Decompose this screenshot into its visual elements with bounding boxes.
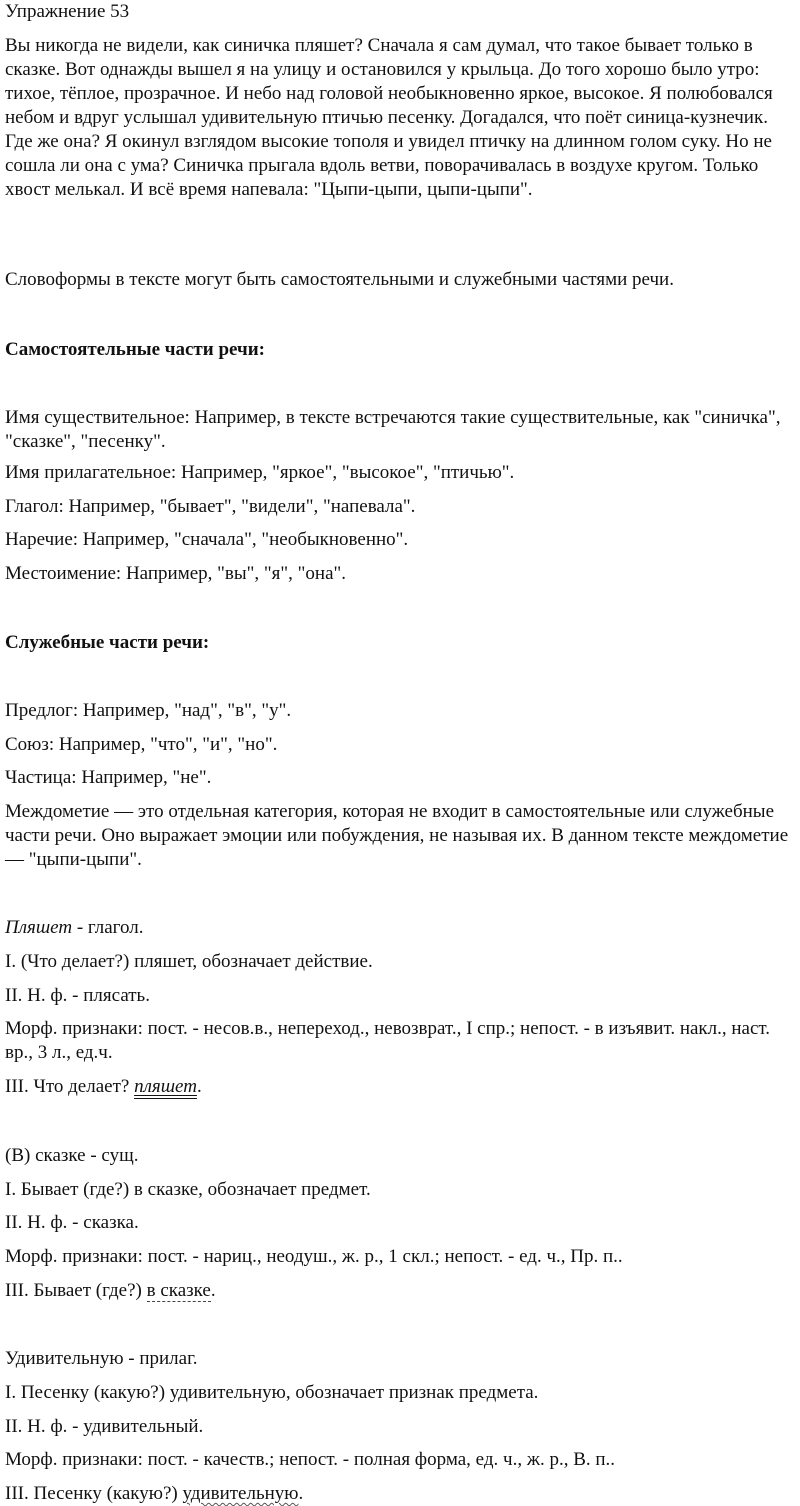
parse2-l4-word: в сказке [146,1280,211,1301]
service-item: Союз: Например, "что", "и", "но". [5,734,278,755]
parse3-l4-pre: III. Песенку (какую?) [5,1483,183,1504]
independent-item: Имя прилагательное: Например, "яркое", "высокое", "птичью". [5,462,515,483]
service-heading: Служебные части речи: [5,632,210,653]
parse2-line: Морф. признаки: пост. - нариц., неодуш., ж. р., 1 скл.; непост. - ед. ч., Пр. п.. [5,1246,623,1267]
independent-item: Местоимение: Например, "вы", "я", "она". [5,563,347,584]
independent-item: Наречие: Например, "сначала", "необыкновенно". [5,529,409,550]
independent-item: Имя существительное: Например, в тексте встречаются такие существительные, как "синичка", "сказке", "песенку". [5,407,781,452]
parse1-line: I. (Что делает?) пляшет, обозначает действие. [5,951,373,972]
parse1-head-rest: - глагол. [72,917,144,938]
parse3-line [5,1482,796,1506]
service-item: Предлог: Например, "над", "в", "у". [5,700,292,721]
parse2-line: II. Н. ф. - сказка. [5,1212,139,1233]
parse3-l4-word: удивительную [182,1483,299,1504]
parse1-line: II. Н. ф. - плясать. [5,985,150,1006]
parse1-word: Пляшет [5,917,73,938]
parse1-heading [5,916,796,940]
parse1-l4-word: пляшет [134,1076,197,1097]
parse1-l4-pre: III. Что делает? [5,1076,135,1097]
exercise-title: Упражнение 53 [5,1,130,22]
parse2-heading: (В) сказке - сущ. [5,1145,139,1166]
intro-text: Словоформы в тексте могут быть самостоятельными и служебными частями речи. [5,269,674,290]
independent-item: Глагол: Например, "бывает", "видели", "напевала". [5,496,416,517]
parse3-line: I. Песенку (какую?) удивительную, обозначает признак предмета. [5,1382,539,1403]
exercise-text: Вы никогда не видели, как синичка пляшет? Сначала я сам думал, что такое бывает только в сказке. Вот однажды вышел я на улицу и остановился у крыльца. До того хорошо было утро: тихое, тёплое, прозрачное. И небо над головой необыкновенно яркое, высокое. Я полюбовался небом и вдруг услышал удивительную птичью песенку. Догадался, что поёт синица-кузнечик. Где же она? Я окинул взглядом высокие тополя и увидел птичку на длинном голом суку. Но не сошла ли она с ума? Синичка прыгала вдоль ветви, поворачивалась в воздухе кругом. Только хвост мелькал. И всё время напевала: "Цыпи-цыпи, цыпи-цыпи". [5,35,773,200]
parse3-line: Морф. признаки: пост. - качеств.; непост. - полная форма, ед. ч., ж. р., В. п.. [5,1449,616,1470]
parse2-l4-post: . [210,1280,216,1301]
parse1-line [5,1075,796,1099]
parse1-line: Морф. признаки: пост. - несов.в., непереход., невозврат., I спр.; непост. - в изъявит. накл., наст. вр., 3 л., ед.ч. [5,1018,771,1063]
parse1-l4-post: . [196,1076,202,1097]
parse3-heading: Удивительную - прилаг. [5,1348,198,1369]
parse2-l4-pre: III. Бывает (где?) [5,1280,147,1301]
service-item: Частица: Например, "не". [5,767,212,788]
independent-heading: Самостоятельные части речи: [5,339,265,360]
parse3-l4-post: . [298,1483,304,1504]
service-item: Междометие — это отдельная категория, которая не входит в самостоятельные или служебные части речи. Оно выражает эмоции или побуждения, не называя их. В данном тексте междометие — "цыпи-цыпи". [5,801,789,870]
parse3-line: II. Н. ф. - удивительный. [5,1416,204,1437]
parse2-line: I. Бывает (где?) в сказке, обозначает предмет. [5,1179,371,1200]
parse2-line [5,1279,796,1303]
